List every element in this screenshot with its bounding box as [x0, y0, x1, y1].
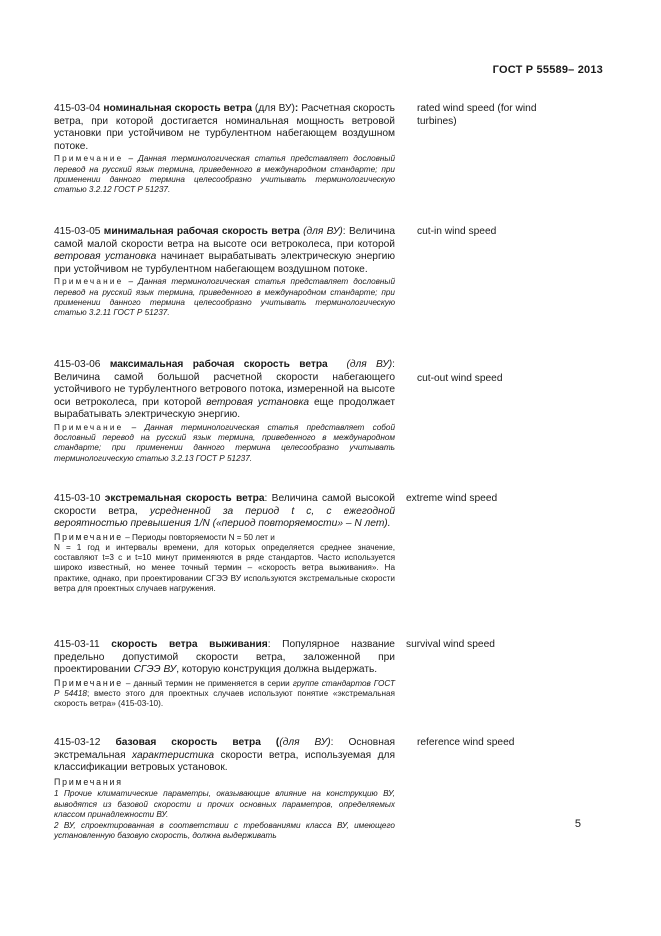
definition-text-a: Популярное название предельно допустимой скорости ветра, заложенной при проектировании: [54, 639, 395, 676]
note-1: 1 Прочие климатические параметры, оказывающие влияние на конструкцию ВУ, выводятся из базовой скорости и прочих основных параметров, определяемых классом принадлежности ВУ.: [54, 789, 395, 819]
note-label: Примечание: [54, 277, 124, 287]
term-name: базовая скорость ветра: [115, 737, 261, 748]
note: [54, 423, 395, 464]
term-entry-415-03-10: [54, 493, 603, 594]
definition-text: Расчетная скорость ветра, при которой достигается номинальная мощность ветровой установки при устойчивом не турбулентном набегающем воздушном потоке.: [54, 103, 395, 152]
term-definition: 415-03-04 номинальная скорость ветра (для ВУ): Расчетная скорость ветра, при которой достигается номинальная мощность ветровой установки при устойчивом не турбулентном набегающем воздушном потоке. Примечание – Данная терминологическая статья представляет дословный перевод на русский язык термина, приведенного в международном стандарте; при применении данного термина целесообразно учитывать терминологическую статью 3.2.12 ГОСТ Р 51237.: [54, 103, 396, 194]
note-emphasis: группе стандартов ГОСТ Р 54418: [54, 678, 395, 698]
note-text-2: N = 1 год и интервалы времени, для которых определяется среднее значение, составляют t=3 с и t=10 минут применяются в ряде стандартов. Часто используется широко известный, но менее точный термин – «скорость ветра выживания». На практике, однако, при проектировании СГЭЭ ВУ используются экстремальные скорости ветра для проектных случаев нагружения.: [54, 542, 395, 593]
term-entry-415-03-11: [54, 639, 603, 709]
note-text-b: ; вместо этого для проектных случаев используют понятие «экстремальная скорость ветра» (415-03-10).: [54, 688, 395, 709]
note: [54, 532, 395, 594]
term-entry-415-03-12: [54, 737, 603, 841]
note-text-1: – Периоды повторяемости N = 50 лет и: [125, 532, 275, 542]
note-label: Примечание: [54, 531, 123, 542]
note: [54, 154, 395, 195]
note: [54, 678, 395, 710]
note-text: – Данная терминологическая статья представляет дословный перевод на русский язык термина, приведенного в международном стандарте; при применении данного термина целесообразно учитывать терминологическую статью 3.2.12 ГОСТ Р 51237.: [54, 154, 396, 194]
note-label: Примечание: [54, 422, 124, 432]
english-equivalent: reference wind speed: [417, 737, 515, 748]
note-2: 2 ВУ, спроектированная в соответствии с требованиями класса ВУ, имеющего установленную базовую скорость, должна выдерживать: [54, 820, 395, 841]
term-name: минимальная рабочая скорость ветра: [103, 226, 300, 237]
term-number: 415-03-05: [54, 226, 101, 237]
term-number: 415-03-06: [54, 359, 101, 370]
notes-label: Примечания: [54, 776, 123, 787]
term-name: максимальная рабочая скорость ветра: [109, 359, 328, 370]
term-definition: 415-03-12 базовая скорость ветра ((для ВУ): Основная экстремальная характеристика скорости ветра, используемая для классификации ветровых установок. Примечания 1 Прочие климатические параметры, оказывающие влияние на конструкцию ВУ, выводятся из базовой скорости и прочих основных параметров, определяемых классом принадлежности ВУ. 2 ВУ, спроектированная в соответствии с требованиями класса ВУ, имеющего установленную базовую скорость, должна выдерживать: [54, 737, 395, 841]
page-number: 5: [574, 818, 581, 830]
note: [54, 277, 395, 318]
english-equivalent: survival wind speed: [406, 639, 495, 650]
note-text-a: – данный термин не применяется в серии: [125, 678, 293, 688]
definition-text-a: Величина самой высокой скорости ветра,: [54, 493, 395, 517]
term-definition: 415-03-06 максимальная рабочая скорость ветра (для ВУ): Величина самой большой расчетной скорости набегающего устойчивого не турбулентного ветрового потока, измеренной на высоте оси ветроколеса, при которой ветровая установка еще продолжает вырабатывать электрическую энергию. Примечание – Данная терминологическая статья представляет собой дословный перевод на русский язык термина, приведенного в международном стандарте; при применении данного термина целесообразно учитывать терминологическую статью 3.2.13 ГОСТ Р 51237.: [54, 359, 396, 463]
term-qualifier: (для ВУ): [346, 359, 393, 370]
definition-emphasis: усредненной за период t с, с ежегодной вероятностью превышения 1/N («период повторяемости» – N лет).: [54, 505, 395, 530]
term-definition: 415-03-11 скорость ветра выживания: Популярное название предельно допустимой скорости ветра, заложенной при проектировании СГЭЭ ВУ, которую конструкция должна выдержать. Примечание – данный термин не применяется в серии группе стандартов ГОСТ Р 54418; вместо этого для проектных случаев используют понятие «экстремальная скорость ветра» (415-03-10).: [54, 639, 395, 709]
term-number: 415-03-12: [54, 737, 101, 748]
definition-text-a: Основная экстремальная: [54, 737, 395, 761]
definition-emphasis: СГЭЭ ВУ: [133, 664, 177, 676]
english-equivalent: extreme wind speed: [406, 493, 498, 504]
term-entry-415-03-05: [54, 226, 603, 318]
definition-text-b: начинает вырабатывать электрическую энергию при устойчивом не турбулентном набегающем воздушном потоке.: [54, 251, 395, 275]
term-name: номинальная скорость ветра: [103, 103, 253, 114]
definition-text-b: еще продолжает вырабатывать электрическую энергию.: [54, 396, 396, 421]
note-label: Примечание: [54, 154, 124, 164]
definition-text-a: Величина самой большой расчетной скорости набегающего устойчивого не турбулентного ветрового потока, измеренной на высоте оси ветроколеса, при которой: [54, 371, 395, 408]
term-definition: 415-03-10 экстремальная скорость ветра: Величина самой высокой скорости ветра, усредненной за период t с, с ежегодной вероятностью превышения 1/N («период повторяемости» – N лет). Примечание – Периоды повторяемости N = 50 лет и N = 1 год и интервалы времени, для которых определяется среднее значение, составляют t=3 с и t=10 минут применяются в ряде стандартов. Часто используется широко известный, но менее точный термин – «скорость ветра выживания». На практике, однако, при проектировании СГЭЭ ВУ используются экстремальные скорости ветра для проектных случаев нагружения.: [54, 493, 395, 593]
term-qualifier: (для ВУ): [279, 737, 331, 748]
english-equivalent: cut-out wind speed: [417, 373, 503, 384]
term-number: 415-03-11: [54, 639, 100, 650]
term-qualifier: (для ВУ): [254, 103, 295, 114]
term-entry-415-03-04: [54, 103, 603, 195]
definition-emphasis: характеристика: [131, 749, 215, 761]
standard-designation: ГОСТ Р 55589– 2013: [492, 64, 603, 76]
english-equivalent: cut-in wind speed: [417, 226, 497, 237]
note-text: – Данная терминологическая статья представляет дословный перевод на русский язык термина, приведенного в международном стандарте; при применении данного термина целесообразно учитывать терминологическую статью 3.2.11 ГОСТ Р 51237.: [54, 277, 396, 317]
term-definition: 415-03-05 минимальная рабочая скорость ветра (для ВУ): Величина самой малой скорости ветра на высоте оси ветроколеса, при которой ветровая установка начинает вырабатывать электрическую энергию при устойчивом не турбулентном набегающем воздушном потоке. Примечание – Данная терминологическая статья представляет дословный перевод на русский язык термина, приведенного в международном стандарте; при применении данного термина целесообразно учитывать терминологическую статью 3.2.11 ГОСТ Р 51237.: [54, 226, 396, 317]
term-name: скорость ветра выживания: [111, 639, 268, 650]
term-qualifier: (для ВУ): [303, 226, 343, 237]
definition-text-a: Величина самой малой скорости ветра на высоте оси ветроколеса, при которой: [54, 226, 395, 250]
term-number: 415-03-04: [54, 103, 101, 114]
note-label: Примечание: [54, 677, 123, 688]
term-name: экстремальная скорость ветра: [104, 493, 265, 504]
definition-text-b: скорости ветра, используемая для классификации ветровых установок.: [54, 749, 395, 774]
english-equivalent: rated wind speed (for wind turbines): [417, 103, 537, 127]
definition-emphasis: ветровая установка: [54, 251, 157, 263]
note-text: – Данная терминологическая статья представляет собой дословный перевод на русский язык термина, приведенного в международном стандарте; при применении данного термина целесообразно учитывать терминологическую статью 3.2.13 ГОСТ Р 51237.: [54, 422, 396, 463]
definition-text-b: , которую конструкция должна выдержать.: [176, 664, 378, 676]
definition-emphasis: ветровая установка: [206, 396, 310, 408]
term-number: 415-03-10: [54, 493, 101, 504]
term-entry-415-03-06: [54, 359, 603, 464]
